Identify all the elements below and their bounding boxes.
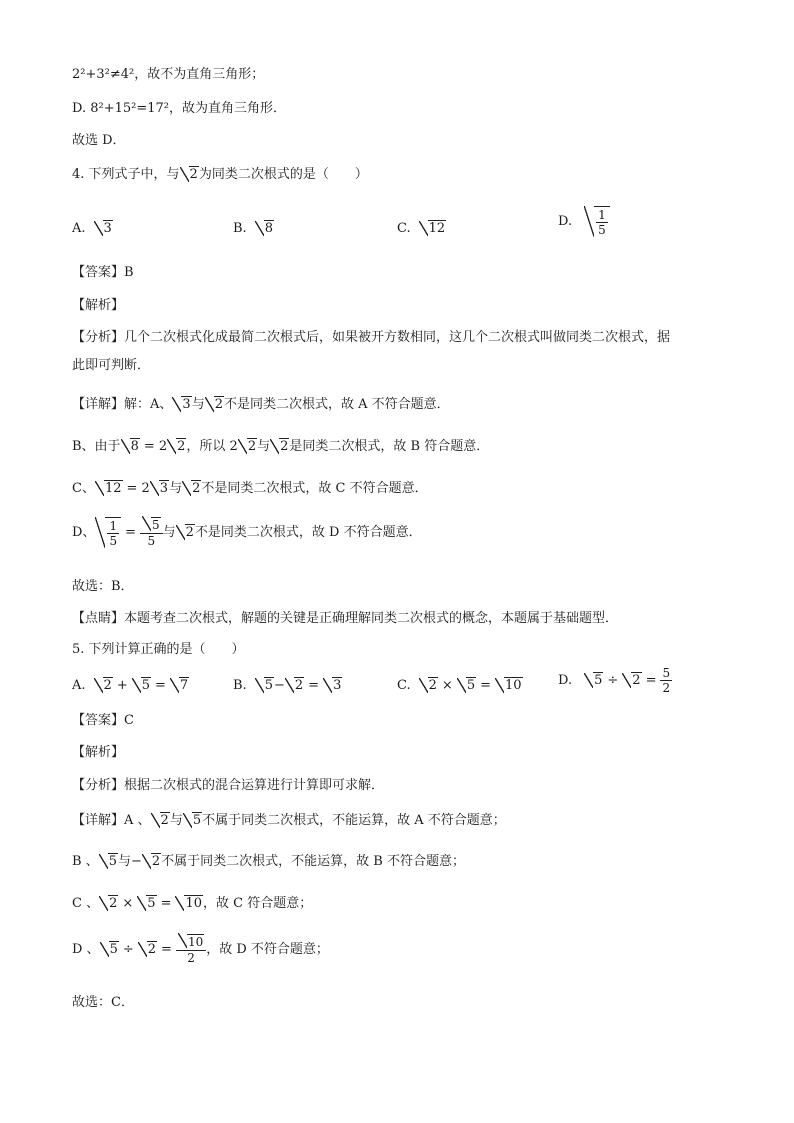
q4-option-a: A. 3 [72, 221, 112, 236]
q5-option-b: B. 5− 2 = 3 [233, 678, 342, 693]
q5-conclusion: 故选：C． [72, 995, 134, 1010]
q5-detail-b: B 、 5与− 2不属于同类二次根式，不能运算，故 B 不符合题意； [72, 854, 465, 869]
prev-conclusion: 故选 D． [72, 133, 126, 148]
q5-jiexi: 【解析】 [72, 745, 125, 760]
q5-detail-d: D 、 5 ÷ 2 = $\frac{10}{2}$ ，故 D 不符合题意； [72, 935, 329, 965]
q4-stem-post: 为同类二次根式的是（ ） [198, 167, 368, 182]
q4-fenxi-2: 此即可判断． [72, 358, 151, 373]
q5-answer: 【答案】C [72, 713, 134, 728]
q4-dianjing: 【点睛】本题考查二次根式，解题的关键是正确理解同类二次根式的概念，本题属于基础题型． [72, 611, 619, 626]
q4-detail-c: C、 12 = 2 3与 2不是同类二次根式，故 C 不符合题意． [72, 481, 428, 496]
q4-jiexi: 【解析】 [72, 298, 125, 313]
q4-stem-pre: 4. 下列式子中，与 [72, 167, 180, 182]
q5-detail-c: C 、 2 × 5 = 10，故 C 符合题意； [72, 896, 313, 911]
q4-answer: 【答案】B [72, 265, 134, 280]
q4-stem [72, 166, 368, 184]
sqrt-2: 2 [180, 166, 199, 184]
q4-fenxi: 【分析】几个二次根式化成最简二次根式后，如果被开方数相同，这几个二次根式叫做同类二次根式，据 [72, 330, 671, 345]
q4-detail-d: D、 $\frac{1}{5}$ = $\frac{5}{5}$ 与 2 不是同类二次根式，故 D 不符合题意． [72, 518, 422, 548]
q4-option-b: B. 8 [233, 221, 273, 236]
q4-detail-b: B、由于 8 = 2 2，所以 2 2与 2是同类二次根式，故 B 符合题意． [72, 439, 490, 454]
prev-line-1: 2²+3²≠4²，故不为直角三角形； [72, 67, 265, 82]
prev-line-2: D. 8²+15²=17²，故为直角三角形． [72, 101, 286, 116]
q4-conclusion: 故选：B． [72, 579, 134, 594]
q4-option-d: D. $\frac{1}{5}$ [558, 206, 610, 237]
q4-option-c: C. 12 [397, 221, 446, 236]
q5-option-c: C. 2 × 5 = 10 [397, 678, 522, 693]
q5-option-d: D. 5 ÷ 2 = $\frac{5}{2}$ [558, 666, 671, 695]
q5-detail-a: 【详解】A 、 2与 5不属于同类二次根式，不能运算，故 A 不符合题意； [72, 813, 506, 828]
q4-detail-a: 【详解】解：A、 3与 2不是同类二次根式，故 A 不符合题意． [72, 397, 450, 412]
q5-stem: 5. 下列计算正确的是（ ） [72, 642, 245, 657]
q5-fenxi: 【分析】根据二次根式的混合运算进行计算即可求解． [72, 778, 385, 793]
q5-option-a: A. 2 + 5 = 7 [72, 678, 189, 693]
